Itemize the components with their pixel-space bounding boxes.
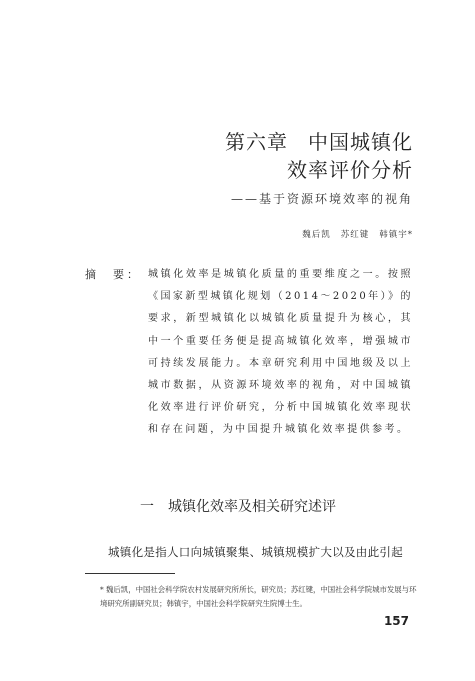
chapter-title-text1: 中国城镇化 xyxy=(308,130,413,154)
abstract-label: 摘 要： xyxy=(85,268,141,281)
chapter-title-line2: 效率评价分析 xyxy=(287,158,413,182)
page-number: 157 xyxy=(383,614,409,628)
footnote-divider xyxy=(85,573,175,574)
footnote: * 魏后凯，中国社会科学院农村发展研究所所长，研究员；苏红键，中国社会科学院城市发展与环境研究所副研究员；韩镇宇，中国社会科学院研究生院博士生。 xyxy=(100,585,417,608)
chapter-title-line1 xyxy=(113,128,413,156)
chapter-subtitle: ——基于资源环境效率的视角 xyxy=(230,192,413,206)
chapter-number: 第六章 xyxy=(225,130,288,154)
abstract-text: 城镇化效率是城镇化质量的重要维度之一。按照《国家新型城镇化规划（2014～2020年）》的要求，新型城镇化以城镇化质量提升为核心，其中一个重要任务便是提高城镇化效率，增强城市可持续发展能力。本章研究利用中国地级及以上城市数据，从资源环境效率的视角，对中国城镇化效率进行评价研究，分析中国城镇化效率现状和存在问题，为中国提升城镇化效率提供参考。 xyxy=(148,269,413,436)
author-name: 韩镇宇* xyxy=(379,230,413,240)
section-heading xyxy=(140,496,400,516)
body-paragraph: 城镇化是指人口向城镇聚集、城镇规模扩大以及由此引起 xyxy=(108,545,403,559)
author-name: 苏红键 xyxy=(340,230,370,240)
section-title: 城镇化效率及相关研究述评 xyxy=(168,499,336,515)
chapter-title xyxy=(113,128,413,184)
section-number: 一 xyxy=(140,499,154,515)
author-list xyxy=(113,228,413,240)
author-name: 魏后凯 xyxy=(302,230,331,240)
